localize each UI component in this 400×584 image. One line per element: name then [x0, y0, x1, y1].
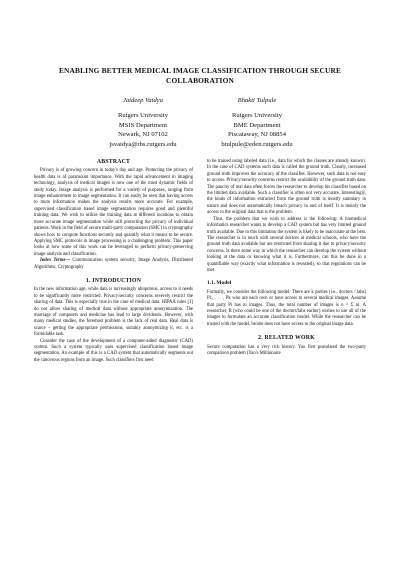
author-department: MSIS Department	[118, 121, 168, 129]
model-heading: 1.1. Model	[207, 280, 232, 287]
index-terms	[34, 258, 193, 271]
two-column-body	[34, 159, 366, 364]
index-terms-text: Communication system security, Image Analysis, Distributed Algorithms, Cryptography	[34, 258, 193, 270]
intro-paragraph-2: Consider the case of the development of a computer-aided diagnostic (CAD) system. Such a system typically uses supervised classification based image segmentation. An example of this is a CAD system that automatically segments out the cancerous regions from an image. Such classifiers first need	[34, 338, 193, 363]
intro-heading: 1. INTRODUCTION	[85, 277, 142, 284]
model-paragraph: Formally, we consider the following model: There are k parties (i.e., doctors / labs) P1, . . . , Pk who are each own or have access to several medical images. Assume that party Pi has ni images. Thus, the total number of images is n = Σ ni. A researcher, R (who could be one of the doctors/labs earlier) wishes to use all of the images to formulate an accurate classification model. While the researcher can be trusted with the model, he/she does not have access to the original image data.	[207, 289, 366, 327]
related-work-heading: 2. RELATED WORK	[258, 335, 315, 342]
author-name: Jaideep Vaidya	[122, 97, 164, 104]
author-2	[200, 96, 314, 149]
right-column	[207, 159, 366, 364]
author-1	[86, 96, 200, 149]
author-email: jsvaidya@rbs.rutgers.edu	[109, 140, 177, 148]
left-column	[34, 159, 193, 364]
paper-title: ENABLING BETTER MEDICAL IMAGE CLASSIFICATION THROUGH SECURE COLLABORATION	[58, 66, 342, 85]
right-paragraph-1: to be trained using labeled data (i.e., data for which the classes are already known). In the case of CAD systems such data is called the ground truth. Clearly, increased ground truth improves the accuracy of the classifier. However, such data is not easy to access. Privacy/security concerns restrict the availability of the ground truth data. The paucity of real data often forces the researcher to develop his classifier based on the limited data available. Such a classifier is often not very accurate. Interestingly, the kinds of information extracted from the ground truth is mostly summary in nature and does not automatically breach privacy in and of itself. It is mainly the access to the original data that is the problem.	[207, 159, 366, 216]
intro-paragraph-1: In the new information age, while data is increasingly ubiquitous, access to it needs to be significantly more restricted. Privacy/security concerns severely restrict the sharing of data. This is especially true in the case of medical data. HIPAA rules [1] do not allow sharing of medical data without appropriate anonymization. The marriage of computers and medicine has lead to large dividends. However, with many medical studies, the foremost problem is the lack of real data. Real data is scarce – getting the appropriate permissions, suitably anonymizing it, etc. is a formidable task.	[34, 287, 193, 338]
author-location: Piscataway, NJ 08854	[228, 131, 286, 139]
author-name: Bhakti Tulpule	[237, 97, 277, 104]
author-location: Newark, NJ 07102	[118, 131, 168, 139]
abstract-heading: ABSTRACT	[96, 159, 131, 166]
author-email: btulpule@eden.rutgers.edu	[221, 140, 293, 148]
author-affiliation: Rutgers University	[232, 112, 282, 120]
author-department: BME Department	[233, 121, 281, 129]
author-block	[34, 96, 366, 149]
author-affiliation: Rutgers University	[118, 112, 168, 120]
paper-page	[0, 66, 400, 584]
right-paragraph-2: Thus, the problem that we wish to address is the following: A biomedical informatics researcher wants to develop a CAD system but has very limited ground truth available. Due to this limitation the system is likely to be inaccurate at the best. The researcher is in touch with several doctors at medical schools, who have the ground truth data available but are restricted from sharing it due to privacy/security concerns. Is there some way in which the researcher can develop the system without looking at the data or knowing what it is. Furthermore, can this be done in a quantifiable way (exactly what information is revealed), so that regulations can be met.	[207, 216, 366, 273]
related-work-paragraph: Secure computation has a very rich history. Yao first postulated the two-party comparison problem (Yao's Millionaire	[207, 344, 366, 356]
index-terms-lead: Index Terms—	[40, 258, 71, 264]
abstract-text: Privacy is of growing concern in today's day and age. Protecting the privacy of health data is of paramount importance. With the rapid advancement in imaging technology, analysis of medical images is now one of the most dynamic fields of study today. Image analysis is performed for a variety of purposes, ranging from image enhancement to image segmentation. It can easily be seen that having access to more information makes the analysis results more accurate. For example, supervised classification based image segmentation requires good and plentiful training data. We wish to utilize the training data at different locations to obtain more accurate image segmentation while still protecting the privacy of individual patients. Work in the field of secure multi-party computation (SMC) in cryptography shows how to compute functions securely and quantify what it means to be secure. Applying SMC protocols in image processing is a challenging problem. This paper looks at how some of this work can be leveraged to perform privacy-preserving image analysis and classification.	[34, 168, 193, 257]
